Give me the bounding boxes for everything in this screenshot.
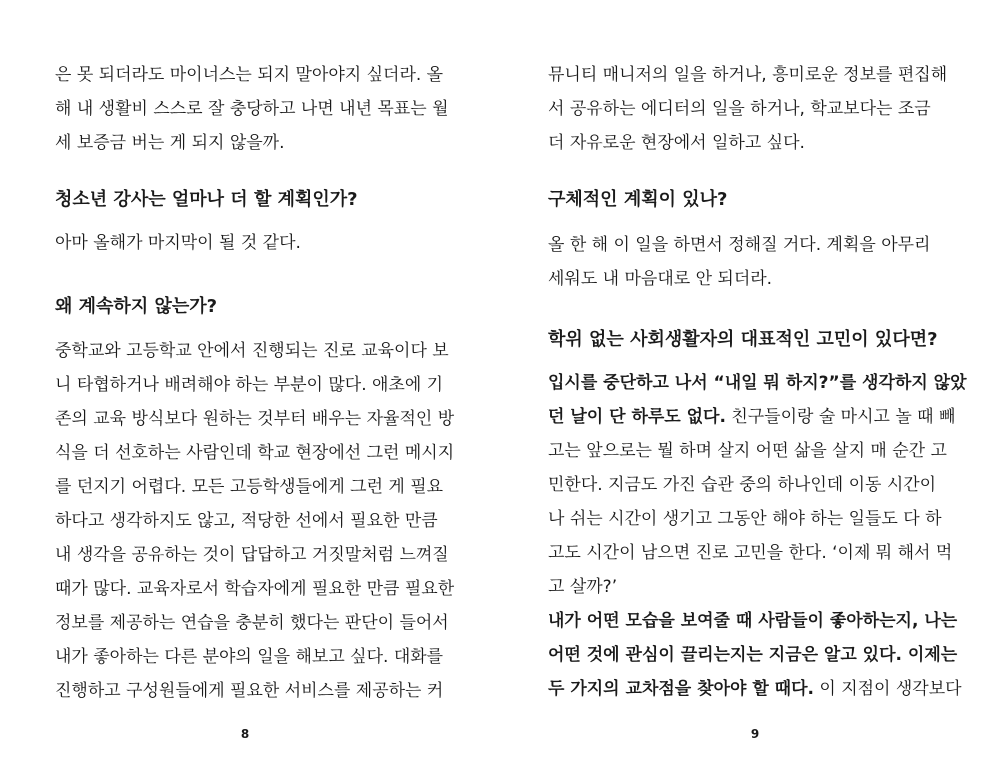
text-line: 아마 올해가 마지막이 될 것 같다. — [55, 233, 301, 253]
text-line: 세워도 내 마음대로 안 되더라. — [548, 269, 773, 289]
text-line: 해 내 생활비 스스로 잘 충당하고 나면 내년 목표는 월 — [55, 99, 449, 119]
answer-paragraph-2 — [55, 334, 454, 708]
question-heading-3: 구체적인 계획이 있나? — [548, 189, 728, 210]
text-line: 정보를 제공하는 연습을 충분히 했다는 판단이 들어서 — [55, 613, 449, 633]
page-number: 8 — [240, 727, 250, 741]
text-line: 식을 더 선호하는 사람인데 학교 현장에선 그런 메시지 — [55, 443, 455, 463]
text-line — [548, 672, 967, 706]
text-line: 중학교와 고등학교 안에서 진행되는 진로 교육이다 보 — [55, 341, 449, 361]
text-line: 존의 교육 방식보다 원하는 것부터 배우는 자율적인 방 — [55, 409, 455, 429]
text-line: 은 못 되더라도 마이너스는 되지 말아야지 싶더라. 올 — [55, 65, 444, 85]
bold-text-line: 어떤 것에 관심이 끌리는지는 지금은 알고 있다. 이제는 — [548, 645, 958, 665]
bold-text: 두 가지의 교차점을 찾아야 할 때다. — [548, 679, 814, 699]
text-line: 올 한 해 이 일을 하면서 정해질 거다. 계획을 아무리 — [548, 235, 931, 255]
text-line: 니 타협하거나 배려해야 하는 부분이 많다. 애초에 기 — [55, 375, 444, 395]
left-paragraph-1 — [55, 58, 449, 160]
text-segment: 이 지점이 생각보다 — [813, 679, 962, 699]
text-line: 고도 시간이 남으면 진로 고민을 한다. ‘이제 뭐 해서 먹 — [548, 543, 953, 563]
page-number: 9 — [750, 727, 760, 741]
answer-paragraph-4 — [548, 366, 967, 706]
text-line: 진행하고 구성원들에게 필요한 서비스를 제공하는 커 — [55, 681, 444, 701]
question-heading-4: 학위 없는 사회생활자의 대표적인 고민이 있다면? — [548, 329, 938, 350]
text-segment: 친구들이랑 술 마시고 놀 때 빼 — [725, 407, 956, 427]
question-heading-2: 왜 계속하지 않는가? — [55, 296, 218, 317]
text-line — [548, 400, 967, 434]
question-heading-1: 청소년 강사는 얼마나 더 할 계획인가? — [55, 189, 358, 210]
text-line: 뮤니티 매니저의 일을 하거나, 흥미로운 정보를 편집해 — [548, 65, 948, 85]
text-line: 때가 많다. 교육자로서 학습자에게 필요한 만큼 필요한 — [55, 579, 455, 599]
text-line: 나 쉬는 시간이 생기고 그동안 해야 하는 일들도 다 하 — [548, 509, 942, 529]
text-line: 서 공유하는 에디터의 일을 하거나, 학교보다는 조금 — [548, 99, 931, 119]
text-line: 내가 좋아하는 다른 분야의 일을 해보고 싶다. 대화를 — [55, 647, 444, 667]
bold-text: 던 날이 단 하루도 없다. — [548, 407, 726, 427]
answer-paragraph-3 — [548, 228, 930, 296]
text-line: 를 던지기 어렵다. 모든 고등학생들에게 그런 게 필요 — [55, 477, 444, 497]
bold-text-line: 내가 어떤 모습을 보여줄 때 사람들이 좋아하는지, 나는 — [548, 611, 958, 631]
text-line: 더 자유로운 현장에서 일하고 싶다. — [548, 133, 805, 153]
text-line: 고 살까?’ — [548, 577, 618, 597]
answer-paragraph-1 — [55, 226, 301, 260]
text-line: 내 생각을 공유하는 것이 답답하고 거짓말처럼 느껴질 — [55, 545, 449, 565]
text-line: 고는 앞으로는 뭘 하며 살지 어떤 삶을 살지 매 순간 고 — [548, 441, 947, 461]
right-paragraph-1 — [548, 58, 947, 160]
right-page — [500, 0, 1000, 778]
text-line: 하다고 생각하지도 않고, 적당한 선에서 필요한 만큼 — [55, 511, 438, 531]
bold-text-line: 입시를 중단하고 나서 “내일 뭐 하지?”를 생각하지 않았 — [548, 373, 967, 393]
text-line: 민한다. 지금도 가진 습관 중의 하나인데 이동 시간이 — [548, 475, 937, 495]
text-line: 세 보증금 버는 게 되지 않을까. — [55, 133, 285, 153]
